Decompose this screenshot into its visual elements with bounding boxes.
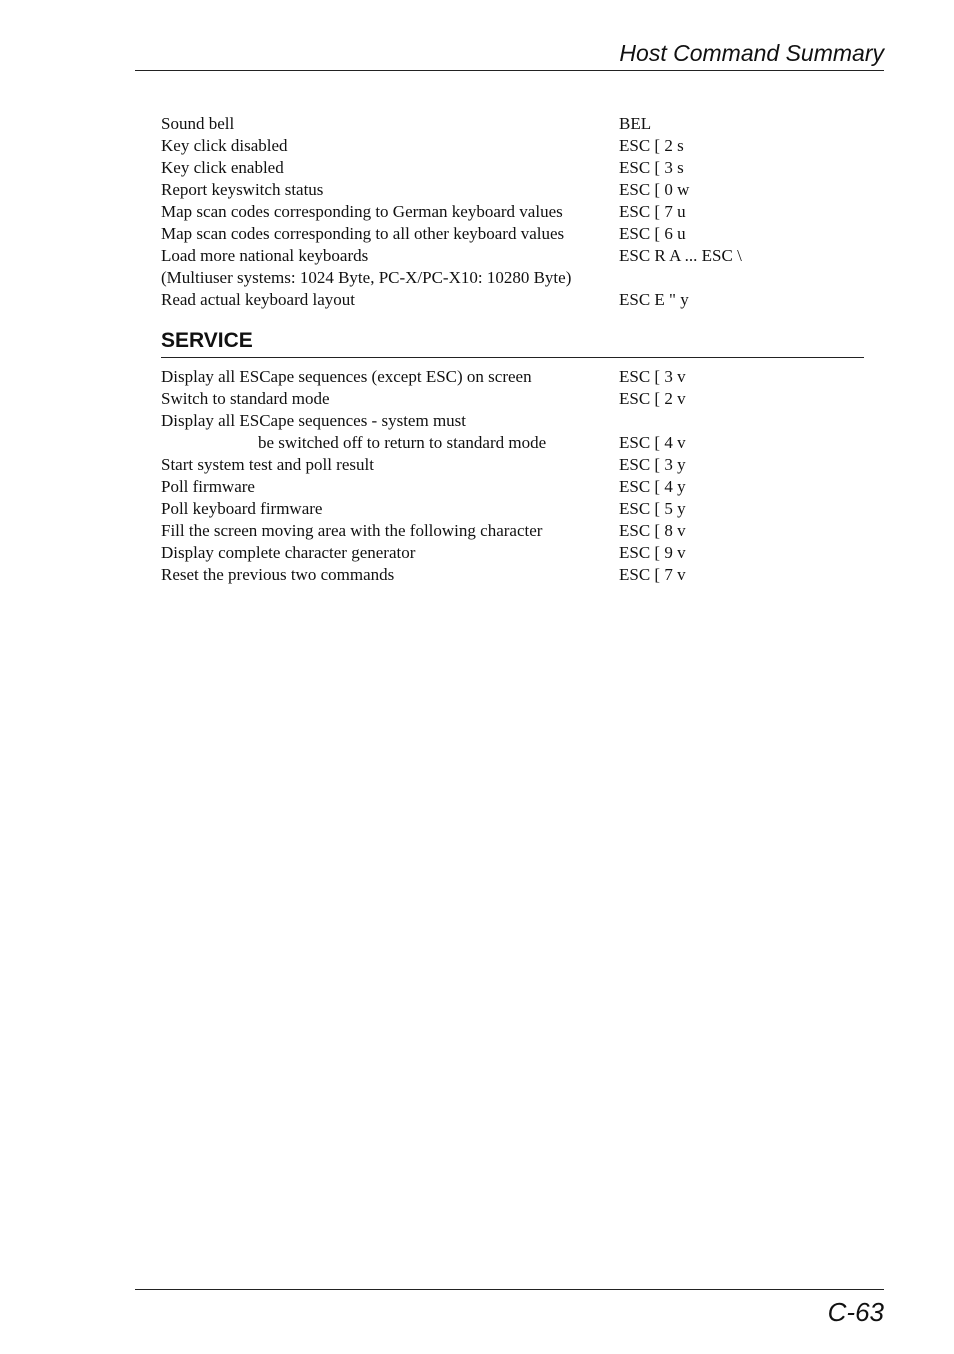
header-divider — [135, 70, 884, 71]
command-row — [161, 179, 861, 201]
command-row — [161, 498, 861, 520]
command-row — [161, 432, 861, 454]
command-description: Key click enabled — [161, 158, 284, 177]
command-description: Map scan codes corresponding to all other keyboard values — [161, 224, 565, 243]
command-description: (Multiuser systems: 1024 Byte, PC-X/PC-X10: 10280 Byte) — [161, 268, 572, 287]
command-row — [161, 564, 861, 586]
command-code: ESC E " y — [619, 290, 689, 309]
command-description: Display all ESCape sequences (except ESC) on screen — [161, 367, 532, 386]
command-row — [161, 410, 861, 432]
command-row — [161, 245, 861, 267]
command-code: ESC [ 4 y — [619, 477, 686, 496]
command-description: Reset the previous two commands — [161, 565, 395, 584]
command-row — [161, 542, 861, 564]
command-description: Sound bell — [161, 114, 235, 133]
command-description: Start system test and poll result — [161, 455, 374, 474]
command-description: Fill the screen moving area with the following character — [161, 521, 543, 540]
command-description: Map scan codes corresponding to German keyboard values — [161, 202, 563, 221]
command-description: Poll keyboard firmware — [161, 499, 323, 518]
command-description: Load more national keyboards — [161, 246, 369, 265]
command-row — [161, 113, 861, 135]
command-code: ESC [ 3 s — [619, 158, 684, 177]
page-number: C-63 — [827, 1297, 884, 1327]
service-divider — [161, 357, 864, 358]
footer-divider — [135, 1289, 884, 1290]
command-row — [161, 520, 861, 542]
command-description: Display all ESCape sequences - system must — [161, 411, 467, 430]
command-row — [161, 135, 861, 157]
command-code: BEL — [619, 114, 652, 133]
command-row — [161, 366, 861, 388]
command-description: Read actual keyboard layout — [161, 290, 356, 309]
command-code: ESC [ 7 u — [619, 202, 686, 221]
command-row — [161, 157, 861, 179]
command-row — [161, 388, 861, 410]
command-code: ESC [ 7 v — [619, 565, 686, 584]
command-code: ESC [ 5 y — [619, 499, 686, 518]
command-row — [161, 223, 861, 245]
service-heading: SERVICE — [161, 329, 253, 352]
command-code: ESC [ 2 s — [619, 136, 684, 155]
command-description-continuation: be switched off to return to standard mode — [258, 433, 547, 452]
page-header-title: Host Command Summary — [619, 40, 884, 66]
command-code: ESC [ 3 v — [619, 367, 686, 386]
command-description: Key click disabled — [161, 136, 288, 155]
command-description: Switch to standard mode — [161, 389, 330, 408]
command-code: ESC [ 3 y — [619, 455, 686, 474]
command-description: Display complete character generator — [161, 543, 416, 562]
command-description: Poll firmware — [161, 477, 255, 496]
command-row — [161, 289, 861, 311]
keyboard-command-table — [161, 113, 861, 311]
command-code: ESC [ 9 v — [619, 543, 686, 562]
command-code: ESC [ 0 w — [619, 180, 690, 199]
command-row — [161, 267, 861, 289]
command-row — [161, 454, 861, 476]
command-code: ESC [ 8 v — [619, 521, 686, 540]
service-command-table — [161, 366, 861, 586]
command-code: ESC [ 6 u — [619, 224, 686, 243]
command-row — [161, 476, 861, 498]
command-description: Report keyswitch status — [161, 180, 324, 199]
command-code: ESC [ 4 v — [619, 433, 686, 452]
command-row — [161, 201, 861, 223]
command-code: ESC [ 2 v — [619, 389, 686, 408]
command-code: ESC R A ... ESC \ — [619, 246, 742, 265]
